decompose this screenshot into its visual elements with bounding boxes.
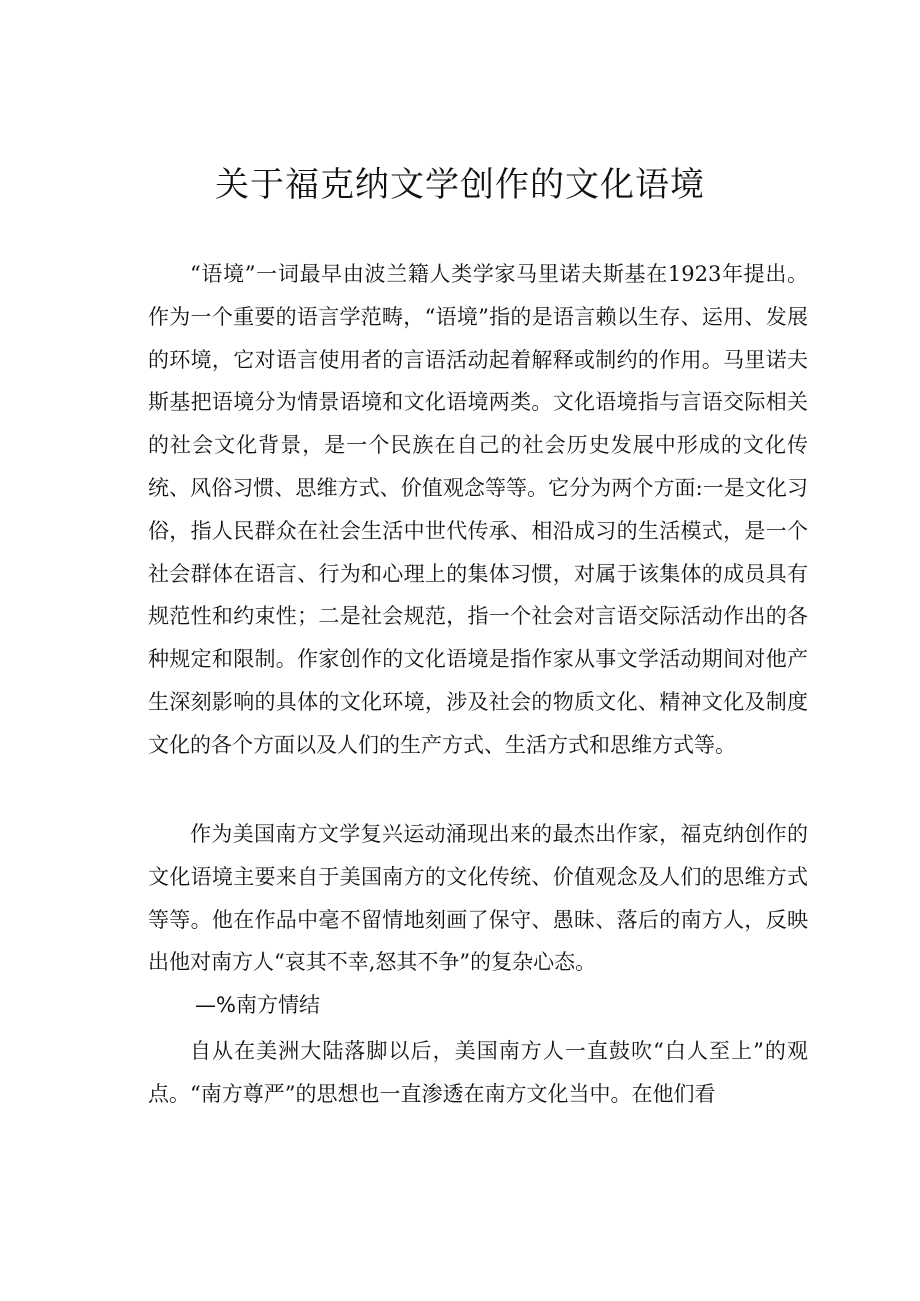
document-title: 关于福克纳文学创作的文化语境 [215,165,705,205]
paragraph-context-definition: “语境”一词最早由波兰籍人类学家马里诺夫斯基在1923年提出。作为一个重要的语言学范畴，“语境”指的是语言赖以生存、运用、发展的环境，它对语言使用者的言语活动起着解释或制约的作用。马里诺夫斯基把语境分为情景语境和文化语境两类。文化语境指与言语交际相关的社会文化背景，是一个民族在自己的社会历史发展中形成的文化传统、风俗习惯、思维方式、价值观念等等。它分为两个方面:一是文化习俗，指人民群众在社会生活中世代传承、相沿成习的生活模式，是一个社会群体在语言、行为和心理上的集体习惯，对属于该集体的成员具有规范性和约束性；二是社会规范，指一个社会对言语交际活动作出的各种规定和限制。作家创作的文化语境是指作家从事文学活动期间对他产生深刻影响的具体的文化环境，涉及社会的物质文化、精神文化及制度文化的各个方面以及人们的生产方式、生活方式和思维方式等。 [148,262,808,757]
paragraph-southern-complex: 自从在美洲大陆落脚以后，美国南方人一直鼓吹“白人至上”的观点。“南方尊严”的思想也一直渗透在南方文化当中。在他们看 [148,1039,808,1106]
paragraph-faulkner-context: 作为美国南方文学复兴运动涌现出来的最杰出作家，福克纳创作的文化语境主要来自于美国南方的文化传统、价值观念及人们的思维方式等等。他在作品中毫不留情地刻画了保守、愚昧、落后的南方人，反映出他对南方人“哀其不幸,怒其不争”的复杂心态。 [148,822,808,975]
section-heading: —%南方情结 [195,993,320,1017]
